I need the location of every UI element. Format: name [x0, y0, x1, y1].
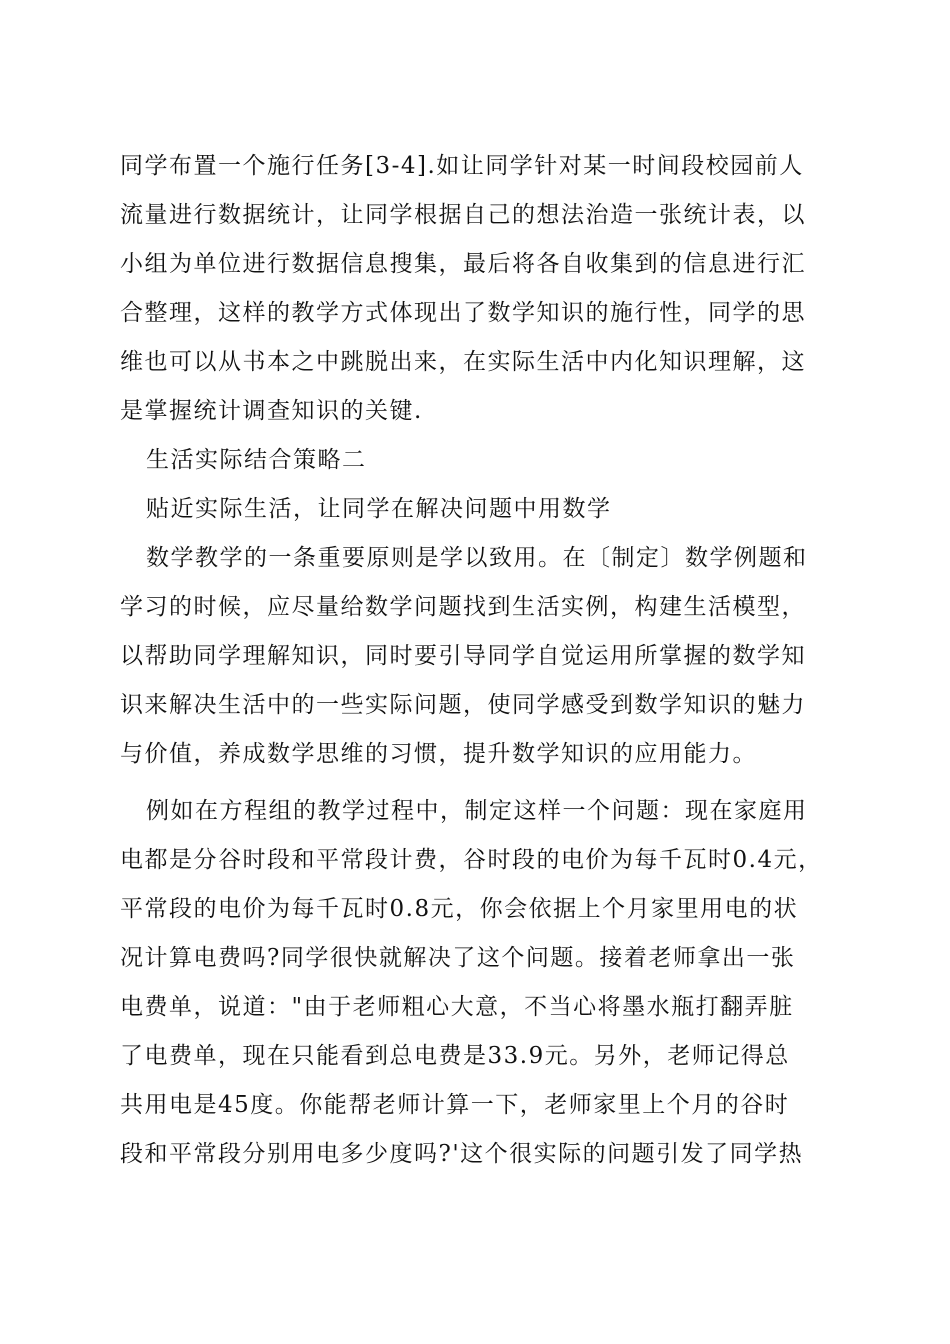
text-line: 与价值，养成数学思维的习惯，提升数学知识的应用能力。	[120, 741, 757, 767]
text-line: 况计算电费吗?同学很快就解决了这个问题。接着老师拿出一张	[120, 945, 796, 971]
section-subheading: 贴近实际生活，让同学在解决问题中用数学	[146, 496, 612, 522]
text-line: 是掌握统计调查知识的关键.	[120, 398, 423, 424]
text-line: 同学布置一个施行任务[3-4].如让同学针对某一时间段校园前人	[120, 153, 804, 179]
text-line: 数学教学的一条重要原则是学以致用。在〔制定〕数学例题和	[146, 545, 808, 571]
text-line: 合整理，这样的教学方式体现出了数学知识的施行性，同学的思	[120, 300, 806, 326]
text-line: 例如在方程组的教学过程中，制定这样一个问题：现在家庭用	[146, 798, 808, 824]
text-line: 学习的时候，应尽量给数学问题找到生活实例，构建生活模型，	[120, 594, 806, 620]
text-line: 小组为单位进行数据信息搜集，最后将各自收集到的信息进行汇	[120, 251, 806, 277]
text-line: 段和平常段分别用电多少度吗?'这个很实际的问题引发了同学热	[120, 1141, 804, 1167]
text-line: 电都是分谷时段和平常段计费，谷时段的电价为每千瓦时0.4元，	[120, 847, 823, 873]
text-line: 平常段的电价为每千瓦时0.8元，你会依据上个月家里用电的状	[120, 896, 799, 922]
text-line: 以帮助同学理解知识，同时要引导同学自觉运用所掌握的数学知	[120, 643, 806, 669]
text-line: 共用电是45度。你能帮老师计算一下，老师家里上个月的谷时	[120, 1092, 790, 1118]
text-line: 流量进行数据统计，让同学根据自己的想法治造一张统计表，以	[120, 202, 806, 228]
text-line: 维也可以从书本之中跳脱出来，在实际生活中内化知识理解，这	[120, 349, 806, 375]
text-line: 电费单，说道："由于老师粗心大意，不当心将墨水瓶打翻弄脏	[120, 994, 794, 1020]
section-heading: 生活实际结合策略二	[146, 447, 367, 473]
text-line: 了电费单，现在只能看到总电费是33.9元。另外，老师记得总	[120, 1043, 790, 1069]
text-line: 识来解决生活中的一些实际问题，使同学感受到数学知识的魅力	[120, 692, 806, 718]
